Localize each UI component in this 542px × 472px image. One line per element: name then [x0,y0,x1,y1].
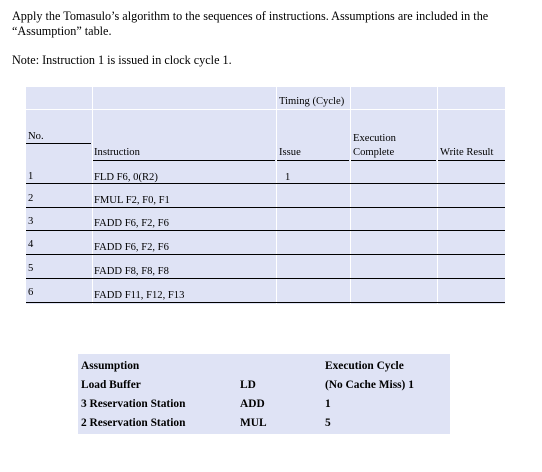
assumption-unit: LD [240,379,256,391]
assumption-unit: ADD [240,398,265,410]
row-instruction: FADD F11, F12, F13 [94,290,185,301]
row-number: 4 [28,239,34,250]
header-exec-line1: Execution [353,133,396,144]
row-number: 2 [28,193,34,204]
row-number: 1 [28,171,34,182]
row-instruction: FLD F6, 0(R2) [94,172,158,183]
header-no: No. [28,131,44,142]
row-underline [26,254,505,255]
timing-group-header: Timing (Cycle) [279,96,345,107]
assumption-cycles: 1 [325,398,331,410]
execution-cycle-header: Execution Cycle [325,360,404,372]
header-issue: Issue [279,147,301,158]
header-underline [93,160,275,161]
row-number: 3 [28,216,34,227]
row-underline [26,278,505,279]
row-underline [26,302,505,303]
column-divider [92,87,93,304]
column-divider [276,87,277,304]
header-underline [277,160,349,161]
header-instruction: Instruction [94,147,140,158]
header-write-result: Write Result [440,147,494,158]
assumption-label: 2 Reservation Station [81,417,186,429]
row-instruction: FADD F6, F2, F6 [94,218,169,229]
row-number: 6 [28,287,34,298]
assumption-label: Load Buffer [81,379,141,391]
execution-cycle-subheader: (No Cache Miss) 1 [325,379,414,391]
row-divider [26,109,505,110]
row-issue: 1 [285,172,291,183]
assumption-cycles: 5 [325,417,331,429]
row-underline [26,183,505,184]
assumption-unit: MUL [240,417,267,429]
row-number: 5 [28,263,34,274]
intro-paragraph: Apply the Tomasulo’s algorithm to the sequences of instructions. Assumptions are included in the “Assumption” table. [12,9,489,38]
row-instruction: FMUL F2, F0, F1 [94,195,170,206]
column-divider [437,87,438,304]
header-underline [438,160,505,161]
header-exec-line2: Complete [353,147,395,158]
assumption-label: 3 Reservation Station [81,398,186,410]
assumption-header: Assumption [81,360,140,372]
row-instruction: FADD F8, F8, F8 [94,266,169,277]
column-divider [350,87,351,304]
header-underline [26,143,91,144]
header-underline [351,160,436,161]
row-instruction: FADD F6, F2, F6 [94,242,169,253]
row-underline [26,230,505,231]
row-underline [26,207,505,208]
note-paragraph: Note: Instruction 1 is issued in clock cycle 1. [12,53,232,67]
